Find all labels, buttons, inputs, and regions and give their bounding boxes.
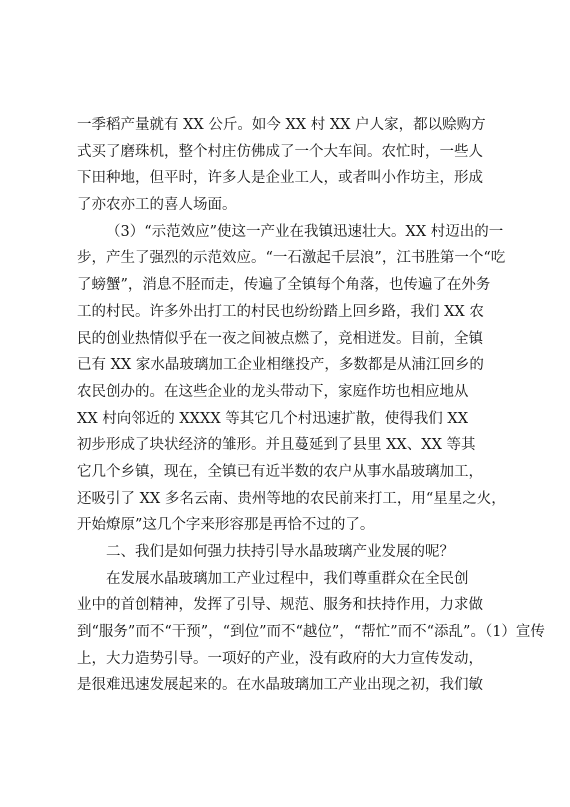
text-line: 农民创办的。在这些企业的龙头带动下，家庭作坊也相应地从 bbox=[77, 383, 469, 400]
text-line: 它几个乡镇，现在，全镇已有近半数的农户从事水晶玻璃加工， bbox=[77, 463, 483, 480]
text-line: 业中的首创精神，发挥了引导、规范、服务和扶持作用，力求做 bbox=[77, 597, 483, 614]
text-line: 上，大力造势引导。一项好的产业，没有政府的大力宣传发动， bbox=[77, 650, 483, 667]
text-line: 式买了磨珠机，整个村庄仿佛成了一个大车间。农忙时，一些人 bbox=[77, 143, 483, 160]
text-line: 工的村民。许多外出打工的村民也纷纷踏上回乡路，我们 XX 农 bbox=[77, 303, 484, 320]
text-line: 了亦农亦工的喜人场面。 bbox=[77, 197, 237, 214]
text-line: 还吸引了 XX 多名云南、贵州等地的农民前来打工，用“星星之火， bbox=[77, 490, 506, 507]
text-line: 已有 XX 家水晶玻璃加工企业相继投产，多数都是从浦江回乡的 bbox=[77, 357, 484, 374]
text-line: 到“服务”而不“干预”，“到位”而不“越位”，“帮忙”而不“添乱”。（1）宣传 bbox=[77, 624, 545, 641]
text-line: 是很难迅速发展起来的。在水晶玻璃加工产业出现之初，我们敏 bbox=[77, 677, 483, 694]
text-line: 开始燎原”这几个字来形容那是再恰不过的了。 bbox=[77, 517, 375, 534]
text-line: 下田种地，但平时，许多人是企业工人，或者叫小作坊主，形成 bbox=[77, 170, 483, 187]
paragraph-start-line: 在发展水晶玻璃加工产业过程中，我们尊重群众在全民创 bbox=[106, 570, 469, 587]
text-line: XX 村向邻近的 XXXX 等其它几个村迅速扩散，使得我们 XX bbox=[77, 410, 469, 427]
text-line: 步，产生了强烈的示范效应。“一石激起千层浪”，江书胜第一个“吃 bbox=[77, 250, 506, 267]
body-text bbox=[77, 112, 545, 699]
text-line: 初步形成了块状经济的雏形。并且蔓延到了县里 XX、XX 等其 bbox=[77, 437, 476, 454]
text-line: 一季稻产量就有 XX 公斤。如今 XX 村 XX 户人家，都以赊购方 bbox=[77, 117, 486, 133]
paragraph-start-line: （3）“示范效应”使这一产业在我镇迅速壮大。XX 村迈出的一 bbox=[106, 223, 504, 240]
section-heading: 二、我们是如何强力扶持引导水晶玻璃产业发展的呢？ bbox=[106, 544, 454, 560]
text-line: 民的创业热情似乎在一夜之间被点燃了，竞相迸发。目前，全镇 bbox=[77, 330, 483, 347]
text-line: 了螃蟹”，消息不胫而走，传遍了全镇每个角落，也传遍了在外务 bbox=[77, 277, 491, 294]
